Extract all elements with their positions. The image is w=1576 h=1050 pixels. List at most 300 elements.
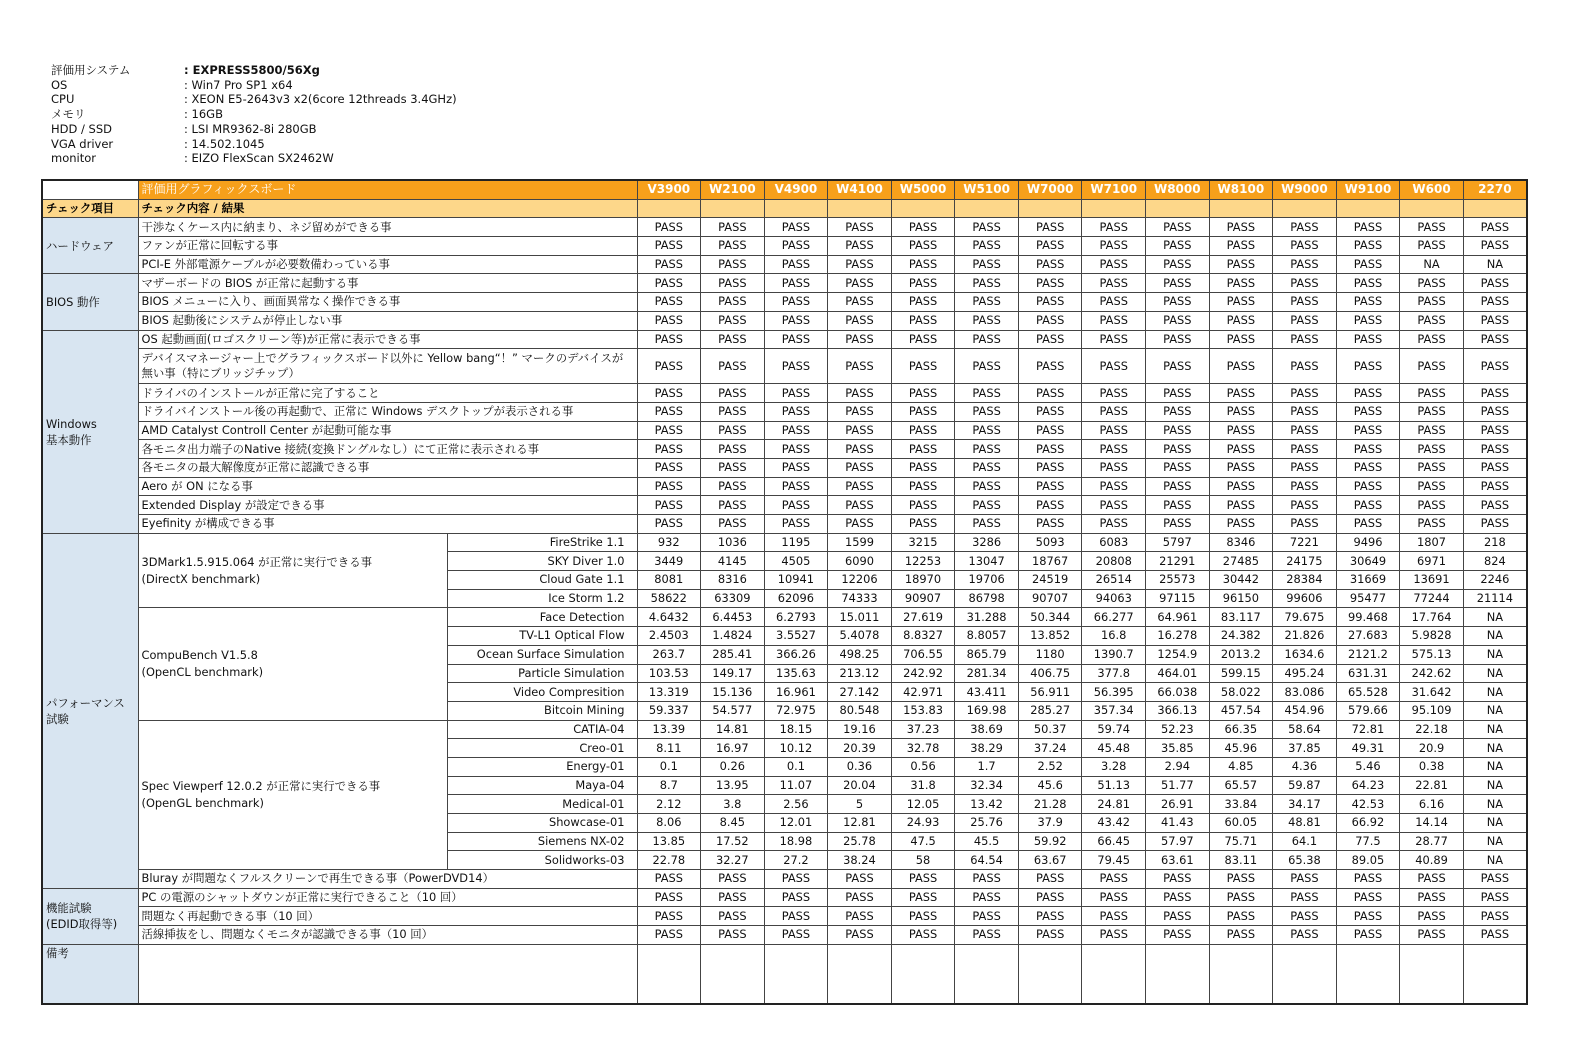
result-cell: PASS — [1336, 293, 1400, 312]
result-cell: 8.8057 — [955, 627, 1019, 646]
result-cell: PASS — [1018, 458, 1082, 477]
result-cell: 52.23 — [1146, 720, 1210, 739]
result-cell: 22.81 — [1400, 776, 1464, 795]
result-cell: 15.011 — [828, 608, 892, 627]
result-cell: PASS — [764, 349, 828, 384]
header-blank-cell — [42, 180, 138, 199]
result-cell: NA — [1463, 814, 1527, 833]
result-cell: 32.27 — [701, 851, 765, 870]
result-cell: 30649 — [1336, 552, 1400, 571]
result-cell: PASS — [701, 888, 765, 907]
section-blank-cell — [1336, 199, 1400, 218]
table-row — [42, 421, 1527, 440]
result-cell: 56.395 — [1082, 683, 1146, 702]
notes-cell — [1209, 944, 1273, 1004]
benchmark-test-label: Creo-01 — [447, 739, 637, 758]
result-cell: PASS — [1146, 402, 1210, 421]
result-cell: 454.96 — [1273, 701, 1337, 720]
section-blank-cell — [701, 199, 765, 218]
result-cell: 5093 — [1018, 533, 1082, 552]
result-cell: PASS — [955, 402, 1019, 421]
result-cell: PASS — [701, 515, 765, 534]
result-cell: PASS — [891, 402, 955, 421]
result-cell: PASS — [1336, 237, 1400, 256]
table-row — [42, 384, 1527, 403]
benchmark-test-label: SKY Diver 1.0 — [447, 552, 637, 571]
result-cell: 65.38 — [1273, 851, 1337, 870]
result-cell: PASS — [1463, 330, 1527, 349]
result-cell: 35.85 — [1146, 739, 1210, 758]
result-cell: 4505 — [764, 552, 828, 571]
result-cell: PASS — [1018, 926, 1082, 945]
result-cell: 66.92 — [1336, 814, 1400, 833]
result-cell: NA — [1463, 255, 1527, 274]
result-cell: 24519 — [1018, 571, 1082, 590]
result-cell: 599.15 — [1209, 664, 1273, 683]
result-cell: 18.98 — [764, 832, 828, 851]
result-cell: 706.55 — [891, 645, 955, 664]
result-cell: PASS — [1018, 477, 1082, 496]
result-cell: 153.83 — [891, 701, 955, 720]
category-cell: ハードウェア — [42, 218, 138, 274]
result-cell: PASS — [764, 515, 828, 534]
result-cell: PASS — [1018, 907, 1082, 926]
result-cell: PASS — [1209, 477, 1273, 496]
benchmark-test-label: Face Detection — [447, 608, 637, 627]
result-cell: PASS — [1018, 870, 1082, 889]
result-cell: PASS — [1463, 458, 1527, 477]
result-cell: PASS — [1146, 311, 1210, 330]
header-title: 評価用グラフィックスボード — [138, 180, 637, 199]
result-cell: PASS — [1273, 218, 1337, 237]
result-cell: PASS — [1400, 311, 1464, 330]
result-cell: PASS — [955, 311, 1019, 330]
benchmark-test-label: Ocean Surface Simulation — [447, 645, 637, 664]
board-header: 2270 — [1463, 180, 1527, 199]
result-cell: PASS — [1146, 330, 1210, 349]
result-cell: PASS — [1146, 926, 1210, 945]
result-cell: 457.54 — [1209, 701, 1273, 720]
result-cell: 1599 — [828, 533, 892, 552]
result-cell: PASS — [1273, 440, 1337, 459]
result-cell: 3449 — [637, 552, 701, 571]
result-cell: 59.337 — [637, 701, 701, 720]
result-cell: 63.67 — [1018, 851, 1082, 870]
notes-cell — [891, 944, 955, 1004]
result-cell: 51.77 — [1146, 776, 1210, 795]
result-cell: NA — [1463, 683, 1527, 702]
result-cell: 3.8 — [701, 795, 765, 814]
result-cell: 464.01 — [1146, 664, 1210, 683]
result-cell: PASS — [955, 458, 1019, 477]
result-cell: 58.64 — [1273, 720, 1337, 739]
result-cell: 25.78 — [828, 832, 892, 851]
result-cell: PASS — [1082, 274, 1146, 293]
section-blank-cell — [828, 199, 892, 218]
result-cell: PASS — [1209, 384, 1273, 403]
result-cell: PASS — [1336, 218, 1400, 237]
table-row — [42, 402, 1527, 421]
result-cell: 41.43 — [1146, 814, 1210, 833]
section-blank-cell — [1146, 199, 1210, 218]
result-cell: PASS — [1400, 402, 1464, 421]
header-row — [42, 180, 1527, 199]
result-cell: PASS — [955, 926, 1019, 945]
table-row — [42, 888, 1527, 907]
result-cell: PASS — [1209, 926, 1273, 945]
result-cell: 80.548 — [828, 701, 892, 720]
result-cell: 11.07 — [764, 776, 828, 795]
result-cell: PASS — [1336, 907, 1400, 926]
check-item-label: 活線挿抜をし、問題なくモニタが認識できる事（10 回） — [138, 926, 637, 945]
result-cell: 242.62 — [1400, 664, 1464, 683]
system-info-key: monitor — [51, 151, 96, 166]
result-cell: PASS — [891, 384, 955, 403]
result-cell: PASS — [1082, 349, 1146, 384]
system-info-key: VGA driver — [51, 136, 114, 151]
result-cell: 218 — [1463, 533, 1527, 552]
section-row — [42, 199, 1527, 218]
section-blank-cell — [1082, 199, 1146, 218]
result-cell: 2.4503 — [637, 627, 701, 646]
result-cell: 25573 — [1146, 571, 1210, 590]
result-cell: PASS — [1082, 255, 1146, 274]
result-cell: PASS — [637, 926, 701, 945]
result-cell: 8081 — [637, 571, 701, 590]
benchmark-row — [42, 608, 1527, 627]
result-cell: 495.24 — [1273, 664, 1337, 683]
check-item-label: ファンが正常に回転する事 — [138, 237, 637, 256]
result-cell: 99.468 — [1336, 608, 1400, 627]
result-cell: 27485 — [1209, 552, 1273, 571]
result-cell: PASS — [828, 496, 892, 515]
section-blank-cell — [1463, 199, 1527, 218]
notes-cell — [764, 944, 828, 1004]
result-cell: PASS — [637, 402, 701, 421]
check-item-label: ドライバインストール後の再起動で、正常に Windows デスクトップが表示される事 — [138, 402, 637, 421]
result-cell: PASS — [891, 330, 955, 349]
result-cell: 20.9 — [1400, 739, 1464, 758]
result-cell: 19.16 — [828, 720, 892, 739]
section-blank-cell — [955, 199, 1019, 218]
result-cell: PASS — [764, 440, 828, 459]
result-cell: 406.75 — [1018, 664, 1082, 683]
category-cell: BIOS 動作 — [42, 274, 138, 330]
system-info-row — [51, 122, 457, 137]
result-cell: 27.619 — [891, 608, 955, 627]
result-cell: 66.038 — [1146, 683, 1210, 702]
system-info-key: OS — [51, 77, 68, 92]
result-cell: PASS — [1209, 440, 1273, 459]
result-cell: 86798 — [955, 589, 1019, 608]
result-cell: PASS — [764, 293, 828, 312]
check-item-label: PC の電源のシャットダウンが正常に実行できること（10 回） — [138, 888, 637, 907]
result-cell: 3286 — [955, 533, 1019, 552]
result-cell: 60.05 — [1209, 814, 1273, 833]
result-cell: PASS — [637, 311, 701, 330]
result-cell: 2246 — [1463, 571, 1527, 590]
result-cell: 63309 — [701, 589, 765, 608]
result-cell: 54.577 — [701, 701, 765, 720]
result-cell: 8316 — [701, 571, 765, 590]
result-cell: 6.4453 — [701, 608, 765, 627]
result-cell: 13.95 — [701, 776, 765, 795]
result-cell: 66.35 — [1209, 720, 1273, 739]
result-cell: 263.7 — [637, 645, 701, 664]
result-cell: 1634.6 — [1273, 645, 1337, 664]
result-cell: PASS — [764, 237, 828, 256]
result-cell: PASS — [637, 496, 701, 515]
result-cell: PASS — [1082, 384, 1146, 403]
result-cell: PASS — [637, 458, 701, 477]
result-cell: PASS — [1400, 926, 1464, 945]
notes-cell — [1018, 944, 1082, 1004]
result-cell: PASS — [764, 330, 828, 349]
result-cell: PASS — [828, 274, 892, 293]
result-cell: PASS — [1018, 402, 1082, 421]
result-cell: 28.77 — [1400, 832, 1464, 851]
result-cell: PASS — [1082, 218, 1146, 237]
result-cell: 0.1 — [764, 757, 828, 776]
result-cell: 89.05 — [1336, 851, 1400, 870]
result-cell: PASS — [891, 907, 955, 926]
result-cell: PASS — [1146, 440, 1210, 459]
result-cell: PASS — [891, 349, 955, 384]
result-cell: 1.4824 — [701, 627, 765, 646]
table-row — [42, 349, 1527, 384]
result-cell: 24.93 — [891, 814, 955, 833]
result-cell: PASS — [1273, 255, 1337, 274]
result-cell: 24175 — [1273, 552, 1337, 571]
results-table — [41, 179, 1528, 1005]
result-cell: PASS — [1018, 421, 1082, 440]
result-cell: PASS — [1146, 237, 1210, 256]
result-cell: PASS — [701, 870, 765, 889]
result-cell: PASS — [701, 477, 765, 496]
system-info-key: 評価用システム — [51, 63, 131, 77]
result-cell: 37.85 — [1273, 739, 1337, 758]
result-cell: 7221 — [1273, 533, 1337, 552]
result-cell: PASS — [701, 384, 765, 403]
result-cell: PASS — [764, 218, 828, 237]
result-cell: PASS — [764, 384, 828, 403]
result-cell: 2.56 — [764, 795, 828, 814]
result-cell: PASS — [1400, 237, 1464, 256]
result-cell: 59.87 — [1273, 776, 1337, 795]
check-item-label: BIOS 起動後にシステムが停止しない事 — [138, 311, 637, 330]
result-cell: 2.12 — [637, 795, 701, 814]
result-cell: PASS — [701, 274, 765, 293]
result-cell: PASS — [637, 870, 701, 889]
result-cell: 34.17 — [1273, 795, 1337, 814]
result-cell: PASS — [1463, 907, 1527, 926]
result-cell: NA — [1463, 627, 1527, 646]
result-cell: PASS — [1336, 926, 1400, 945]
result-cell: PASS — [1400, 218, 1464, 237]
result-cell: 83.086 — [1273, 683, 1337, 702]
table-row — [42, 330, 1527, 349]
category-cell: パフォーマンス 試験 — [42, 533, 138, 888]
result-cell: 0.38 — [1400, 757, 1464, 776]
result-cell: PASS — [701, 218, 765, 237]
result-cell: PASS — [891, 477, 955, 496]
result-cell: 18.15 — [764, 720, 828, 739]
result-cell: 20.39 — [828, 739, 892, 758]
result-cell: PASS — [891, 926, 955, 945]
result-cell: 16.8 — [1082, 627, 1146, 646]
result-cell: 4145 — [701, 552, 765, 571]
check-item-label: Extended Display が設定できる事 — [138, 496, 637, 515]
result-cell: PASS — [1400, 349, 1464, 384]
result-cell: PASS — [1273, 274, 1337, 293]
result-cell: PASS — [1209, 255, 1273, 274]
result-cell: PASS — [1336, 330, 1400, 349]
table-row — [42, 496, 1527, 515]
system-info-value: : Win7 Pro SP1 x64 — [184, 77, 293, 92]
section-blank-cell — [1400, 199, 1464, 218]
result-cell: 63.61 — [1146, 851, 1210, 870]
notes-label: 備考 — [42, 944, 138, 1004]
result-cell: PASS — [701, 311, 765, 330]
result-cell: PASS — [1146, 274, 1210, 293]
check-item-label: PCI-E 外部電源ケーブルが必要数備わっている事 — [138, 255, 637, 274]
result-cell: 31.8 — [891, 776, 955, 795]
result-cell: 13.42 — [955, 795, 1019, 814]
result-cell: PASS — [1082, 330, 1146, 349]
result-cell: PASS — [955, 888, 1019, 907]
result-cell: 1254.9 — [1146, 645, 1210, 664]
result-cell: 90707 — [1018, 589, 1082, 608]
table-row — [42, 237, 1527, 256]
benchmark-test-label: Bitcoin Mining — [447, 701, 637, 720]
result-cell: PASS — [828, 384, 892, 403]
section-blank-cell — [764, 199, 828, 218]
check-item-label: BIOS メニューに入り、画面異常なく操作できる事 — [138, 293, 637, 312]
result-cell: PASS — [828, 330, 892, 349]
check-item-label: Bluray が問題なくフルスクリーンで再生できる事（PowerDVD14） — [138, 870, 637, 889]
result-cell: 5.4078 — [828, 627, 892, 646]
result-cell: PASS — [1018, 274, 1082, 293]
system-info-key: CPU — [51, 92, 75, 107]
system-info-key: メモリ — [51, 107, 86, 122]
result-cell: PASS — [1209, 458, 1273, 477]
result-cell: 21114 — [1463, 589, 1527, 608]
result-cell: 824 — [1463, 552, 1527, 571]
result-cell: 242.92 — [891, 664, 955, 683]
result-cell: 149.17 — [701, 664, 765, 683]
result-cell: PASS — [637, 384, 701, 403]
result-cell: PASS — [701, 907, 765, 926]
result-cell: 9496 — [1336, 533, 1400, 552]
result-cell: PASS — [1146, 870, 1210, 889]
result-cell: 357.34 — [1082, 701, 1146, 720]
result-cell: 631.31 — [1336, 664, 1400, 683]
result-cell: 579.66 — [1336, 701, 1400, 720]
result-cell: PASS — [1400, 458, 1464, 477]
table-row — [42, 477, 1527, 496]
result-cell: PASS — [1463, 421, 1527, 440]
result-cell: 27.2 — [764, 851, 828, 870]
benchmark-test-label: Medical-01 — [447, 795, 637, 814]
notes-cell — [1463, 944, 1527, 1004]
benchmark-test-label: Particle Simulation — [447, 664, 637, 683]
result-cell: NA — [1463, 739, 1527, 758]
result-cell: PASS — [1336, 274, 1400, 293]
board-header: V4900 — [764, 180, 828, 199]
result-cell: 72.975 — [764, 701, 828, 720]
board-header: W9000 — [1273, 180, 1337, 199]
result-cell: 5797 — [1146, 533, 1210, 552]
result-cell: PASS — [637, 477, 701, 496]
result-cell: PASS — [955, 440, 1019, 459]
result-cell: PASS — [1336, 888, 1400, 907]
result-cell: 4.85 — [1209, 757, 1273, 776]
result-cell: PASS — [955, 515, 1019, 534]
result-cell: PASS — [1082, 926, 1146, 945]
result-cell: 27.142 — [828, 683, 892, 702]
result-cell: 135.63 — [764, 664, 828, 683]
result-cell: PASS — [1018, 888, 1082, 907]
notes-cell — [637, 944, 701, 1004]
result-cell: PASS — [1146, 218, 1210, 237]
result-cell: 96150 — [1209, 589, 1273, 608]
result-cell: 17.764 — [1400, 608, 1464, 627]
result-cell: PASS — [1273, 496, 1337, 515]
benchmark-test-label: Energy-01 — [447, 757, 637, 776]
result-cell: 30442 — [1209, 571, 1273, 590]
result-cell: PASS — [637, 274, 701, 293]
result-cell: 12.05 — [891, 795, 955, 814]
system-info-key: HDD / SSD — [51, 121, 112, 136]
result-cell: NA — [1463, 757, 1527, 776]
system-info — [51, 63, 457, 166]
check-item-label: Aero が ON になる事 — [138, 477, 637, 496]
result-cell: 169.98 — [955, 701, 1019, 720]
result-cell: PASS — [1336, 496, 1400, 515]
section-blank-cell — [637, 199, 701, 218]
result-cell: 64.54 — [955, 851, 1019, 870]
result-cell: 59.92 — [1018, 832, 1082, 851]
result-cell: 0.26 — [701, 757, 765, 776]
system-info-row — [51, 137, 457, 152]
result-cell: 14.14 — [1400, 814, 1464, 833]
result-cell: PASS — [637, 349, 701, 384]
check-item-label: AMD Catalyst Controll Center が起動可能な事 — [138, 421, 637, 440]
notes-cell — [1400, 944, 1464, 1004]
result-cell: PASS — [764, 274, 828, 293]
result-cell: 57.97 — [1146, 832, 1210, 851]
result-cell: 45.5 — [955, 832, 1019, 851]
result-cell: 6083 — [1082, 533, 1146, 552]
check-item-label: 各モニタ出力端子のNative 接続(変換ドングルなし）にて正常に表示される事 — [138, 440, 637, 459]
result-cell: PASS — [1400, 293, 1464, 312]
result-cell: PASS — [1209, 870, 1273, 889]
result-cell: 18970 — [891, 571, 955, 590]
result-cell: 58 — [891, 851, 955, 870]
result-cell: PASS — [1082, 477, 1146, 496]
result-cell: 99606 — [1273, 589, 1337, 608]
result-cell: 65.528 — [1336, 683, 1400, 702]
result-cell: 6090 — [828, 552, 892, 571]
result-cell: 62096 — [764, 589, 828, 608]
result-cell: 2013.2 — [1209, 645, 1273, 664]
result-cell: PASS — [828, 311, 892, 330]
result-cell: PASS — [637, 293, 701, 312]
result-cell: 43.411 — [955, 683, 1019, 702]
result-cell: 865.79 — [955, 645, 1019, 664]
notes-cell — [1273, 944, 1337, 1004]
result-cell: 1036 — [701, 533, 765, 552]
